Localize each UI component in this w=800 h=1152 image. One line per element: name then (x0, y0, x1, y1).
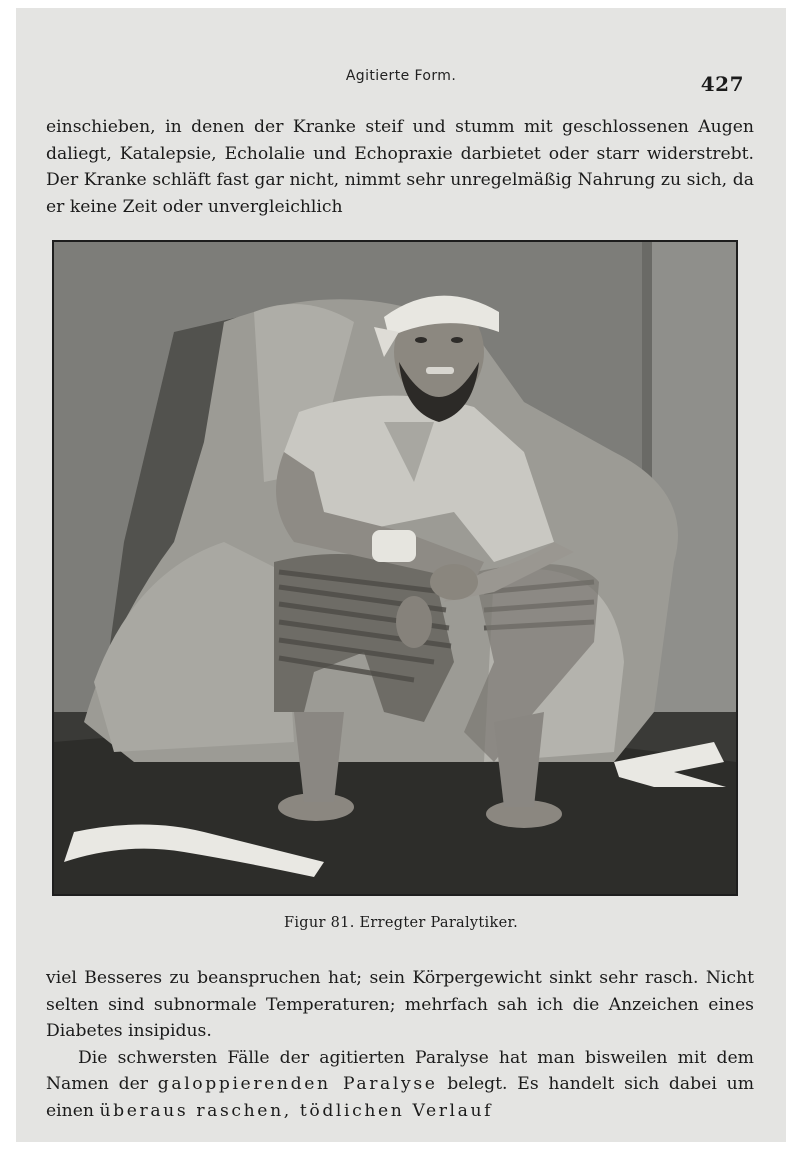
figure-caption: Figur 81. Erregter Paralytiker. (283, 915, 519, 931)
photo-illustration (54, 242, 736, 894)
figure-photograph (52, 240, 738, 896)
running-header: Agitierte Form. (345, 68, 457, 84)
page-number: 427 (700, 72, 744, 96)
emphasis-rapid-fatal-course: überaus raschen, tödlichen Verlauf (99, 1100, 494, 1121)
emphasis-galloping-paralysis: galoppierenden Paralyse (157, 1074, 438, 1094)
paragraph-2-text-b: belegt. Es handelt sich dabei um einen (46, 1074, 754, 1121)
top-paragraph-text: einschieben, in denen der Kranke steif und stumm mit geschlossenen Augen daliegt, Katalepsie, Echolalie und Echopraxie darbietet oder starr widerstrebt. Der Kranke schläft fast gar nicht, nimmt sehr unregelmäßig Nahrung zu sich, da er keine Zeit oder unvergleichlich (46, 117, 754, 217)
bottom-paragraph-1: viel Besseres zu beanspruchen hat; sein Körpergewicht sinkt sehr rasch. Nicht selten sind subnormale Temperaturen; mehrfach sah ich die Anzeichen eines Diabetes insipidus. (46, 968, 754, 1041)
bottom-paragraph-2 (46, 1045, 754, 1125)
top-paragraph (46, 114, 754, 220)
bottom-text (46, 965, 754, 1124)
book-page (16, 8, 786, 1142)
paragraph-2-text-a: Die schwersten Fälle der agitierten Paralyse hat man bisweilen mit dem Namen der (46, 1047, 754, 1094)
